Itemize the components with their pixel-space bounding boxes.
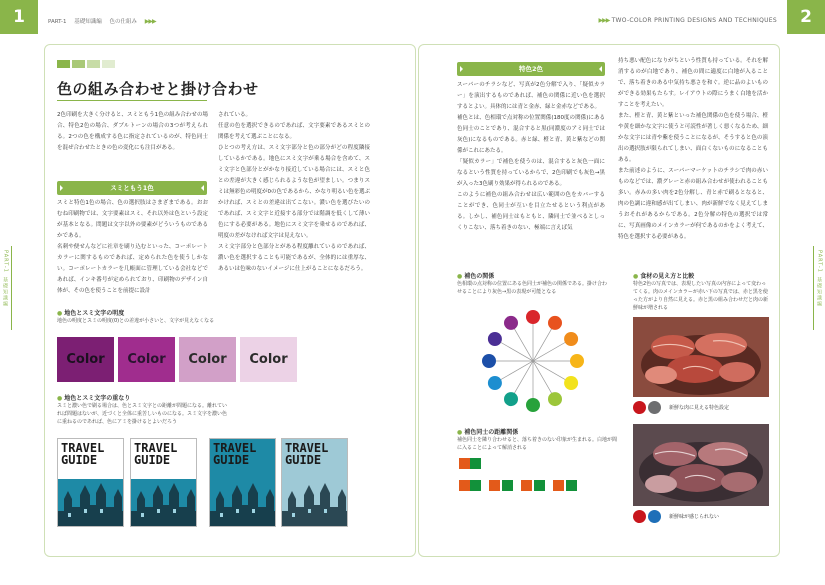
swatch: [102, 60, 115, 68]
paragraph: スミ文字部分と色部分とがある程度離れているのであれば、濃い色を選択することも可能であるが、全体的には重厚な、あるいは色味のないイメージに仕上がることになるだろう。: [218, 244, 370, 272]
color-sample-box: Color: [179, 337, 236, 382]
travel-guide-sample: [130, 438, 197, 527]
paragraph: 任意の色を選択できるのであれば、文字要素であるスミとの関係を考えて選ぶことになる。: [218, 123, 370, 140]
header-section: 色の仕組み: [109, 19, 138, 25]
wheel-color-dot: [548, 392, 562, 406]
header-chapter: 基礎知識編: [74, 19, 102, 25]
paragraph: スミと特色1色の場合、色の選択肢はさまざまである。おおむね印刷物では、文字要素はスミ、それ以外は色という設定が基本となる。問題は文字以外の要素がどういうものであるかである。: [57, 200, 208, 239]
swatch: [87, 60, 100, 68]
column-2-text: [218, 110, 370, 275]
wheel-color-dot: [488, 332, 502, 346]
paragraph: また前述のように、スーパーマーケットのチラシで肉の赤いものなどでは、濃グレーと赤の組み合わせが使われることも多い。赤みの多い肉を2色分解し、青と赤で刷るとなると、肉の色調に違和感が出てしまい、肉が新鮮でなく見えてしまうおそれがあるからである。2色分解の特色の選択では常に、写真画像のメインカラーが何であるのかをよく考えて、特色を選択する必要がある。: [618, 168, 768, 240]
column-3-text: [457, 80, 605, 234]
side-tab-left: [0, 246, 12, 330]
sumi-text: [57, 198, 208, 297]
side-tab-label: 基礎知識編: [2, 276, 8, 307]
header-arrows-icon: ▶▶▶: [598, 17, 610, 24]
photo-2-legend: [633, 510, 719, 523]
paragraph: 名刺や便せんなどに社章を刷り込むといった、コーポレートカラーに関するものであれば、定められた色を使うしかない。コーポレートカラーを几帳面に管理している会社などであれば、インキ番号が定められており、印刷物のデザイン自体が、その色を使うことを前提に設計: [57, 244, 208, 294]
pair-swatch-orange: [489, 480, 500, 491]
wheel-color-dot: [488, 376, 502, 390]
side-tab-label: 基礎知識編: [816, 276, 822, 307]
color-dot: [648, 510, 661, 523]
caption-text-complementary: 色相環の点対称の位置にある色同士が補色の関係である。掛け合わせることにより灰色→黒の表現が可能となる: [457, 281, 608, 295]
color-pair: [459, 458, 481, 469]
side-tab-right: [813, 246, 825, 330]
caption-text-adjacency: 補色同士を隣り合わせると、落ち着きのない印象が生まれる。白地が間に入ることによって解消される: [457, 437, 618, 451]
wheel-color-dot: [564, 332, 578, 346]
paragraph: また、橙と青、黄と紫といった補色関係の色を使う場合、橙や黄を細かな文字に使うと可読性が著しく悪くなるため、細かな文字には青や紫を使うことになるが、そうすると色の演出の選択肢が限られてしまい、面白くないものになることもある。: [618, 113, 768, 163]
page-number-right: 2: [787, 0, 825, 34]
pair-swatch-orange: [521, 480, 532, 491]
castle-illustration: [282, 477, 348, 526]
photo-label-1: 新鮮な肉に見える特色設定: [669, 405, 730, 411]
pair-swatch-orange: [459, 480, 470, 491]
color-pair: [489, 480, 513, 491]
travel-guide-title: TRAVEL GUIDE: [61, 441, 105, 467]
travel-guide-title: TRAVEL GUIDE: [285, 441, 329, 467]
title-swatches: [57, 60, 115, 68]
wheel-color-dot: [504, 392, 518, 406]
side-tab-part: PART-1: [816, 250, 823, 273]
wheel-color-dot: [526, 398, 540, 412]
page-title: 色の組み合わせと掛け合わせ: [57, 80, 259, 98]
intro-paragraph: 2色印刷を大きく分けると、スミともう1色の組み合わせの場合、特色2色の場合、ダブルトーンの場合の3つが考えられる。2つの色を構成する色に指定されているのが、特色同士を混ぜ合わせたときの色の変化にも注目がある。: [57, 112, 208, 151]
pair-swatch-green: [566, 480, 577, 491]
caption-heading-adjacency: ● 補色同士の距離関係: [457, 427, 518, 436]
paragraph: スーパーのチラシなど、写真が2色分解で入り、「疑似カラー」を演出するものであれば、補色の関係に近い色を選択するとよい。具体的には青と金赤、緑と金赤などである。: [457, 82, 605, 110]
page-number-left: 1: [0, 0, 38, 34]
caption-text-food: 特色2色の写真では、表現したい写真の内容によって変わってくる。肉のメインカラーが赤い下の写真では、赤と黒を使った方がより自然に見える。赤と黒の組み合わせだと肉の新鮮味が増される: [633, 281, 769, 311]
title-underline: [57, 100, 207, 101]
color-dot: [633, 510, 646, 523]
header-arrows-icon: ▶▶▶: [144, 18, 156, 25]
color-pair: [521, 480, 545, 491]
running-header-right: [599, 17, 777, 24]
color-sample-box: Color: [118, 337, 175, 382]
adjacent-pair-row-1: [459, 458, 481, 469]
wheel-color-dot: [504, 316, 518, 330]
meat-photo-red: [633, 317, 769, 397]
wheel-color-dot: [548, 316, 562, 330]
photo-1-legend: [633, 401, 729, 414]
caption-heading-brightness: ● 地色とスミ文字の明度: [57, 308, 124, 317]
castle-illustration: [58, 477, 124, 526]
travel-guide-sample: [209, 438, 276, 527]
caption-text-brightness: 地色の明度とスミの明度(0)との差違が小さいと、文字が見えなくなる: [57, 318, 215, 324]
pair-swatch-green: [470, 480, 481, 491]
section-heading-sumi: スミともう1色: [57, 181, 207, 195]
swatch: [72, 60, 85, 68]
caption-heading-overlap: ● 地色とスミ文字の重なり: [57, 393, 130, 402]
pair-swatch-orange: [459, 458, 470, 469]
caption-heading-complementary: ● 補色の関係: [457, 271, 494, 280]
pair-swatch-green: [534, 480, 545, 491]
color-dot: [633, 401, 646, 414]
travel-guide-sample: [57, 438, 124, 527]
color-dot: [648, 401, 661, 414]
castle-illustration: [210, 477, 276, 526]
paragraph: ひとつの考え方は、スミ文字部分と色の部分がどの程度隣接しているかである。地色にスミ文字が乗る場合を含めて、スミ文字と色部分とがかなり接近している場合には、スミと色との差違が大きく感じられるような色が望ましい。つまりスミは無彩色の明度が0の色であるから、かなり明るい色を選ぶかければ、スミとの差違は出てこない。濃い色を選びたいのであれば、スミ文字と近接する部分では階調を低くして薄い色にする必要がある。地色にスミ文字を乗せるのであれば、明度の差がなければ文字は見えない。: [218, 145, 371, 239]
color-pair: [553, 480, 577, 491]
header-book-title: TWO-COLOR PRINTING DESIGNS AND TECHNIQUES: [611, 17, 777, 24]
color-sample-box: Color: [57, 337, 114, 382]
travel-guide-sample: [281, 438, 348, 527]
caption-text-overlap: スミと濃い色で刷る場合は、色とスミ文字との距離が問題になる。離れていれば問題はないが、近づくと全体に重苦しいものになる。スミ文字を濃い色に重ねるのであれば、色にアミを掛けるとよいだろう: [57, 403, 228, 425]
photo-label-2: 新鮮味が感じられない: [669, 514, 720, 520]
running-header-left: [48, 17, 162, 25]
pair-swatch-orange: [553, 480, 564, 491]
pair-swatch-green: [502, 480, 513, 491]
color-pair: [459, 480, 481, 491]
header-part: PART-1: [48, 19, 67, 25]
paragraph: このように補色の組み合わせは広い範囲の色をカバーすることができ、色同士が互いを目立たせるという利点がある。しかし、補色同士はもともと、隣同士で並べるとしっくりこない、落ち着きのない、極端に言えば気: [457, 192, 605, 231]
meat-photo-blue: [633, 424, 769, 506]
column-4-text: [618, 56, 768, 243]
paragraph: 持ち悪い配色になりがちという性質も持っている。それを解消するのが白地であり、補色の間に適度に白地が入ることで、落ち着きのある中気持ち悪さを和ぐ。逆に品のよいものができる効果もたらす。レイアウトの際にうまく白地を活かすことを考えたい。: [618, 58, 768, 108]
adjacent-pair-row-2: [459, 480, 577, 491]
castle-illustration: [131, 477, 197, 526]
wheel-color-dot: [564, 376, 578, 390]
side-tab-part: PART-1: [2, 250, 9, 273]
swatch: [57, 60, 70, 68]
paragraph: 補色とは、色相環で点対称の位置関係(180度の関係)にある色同士のことであり、混合すると黒(同濃度のアミ同士では灰色)になるものである。赤と緑、橙と青、黄と紫などの関係がこれにあたる。: [457, 115, 605, 154]
section-heading-tokushoku: 特色2色: [457, 62, 605, 76]
paragraph: されている。: [218, 112, 252, 118]
travel-guide-title: TRAVEL GUIDE: [134, 441, 178, 467]
paragraph: 「疑似カラー」で補色を使うのは、混合すると灰色一面になるという性質を持っているからで、2色印刷でも灰色→黒が入った3色刷り効果が得られるのである。: [457, 159, 605, 187]
wheel-color-dot: [526, 310, 540, 324]
color-sample-box: Color: [240, 337, 297, 382]
caption-heading-food: ● 食材の見え方と比較: [633, 271, 694, 280]
pair-swatch-green: [470, 458, 481, 469]
wheel-color-dot: [482, 354, 496, 368]
wheel-color-dot: [570, 354, 584, 368]
travel-guide-title: TRAVEL GUIDE: [213, 441, 257, 467]
color-wheel: [478, 306, 588, 416]
